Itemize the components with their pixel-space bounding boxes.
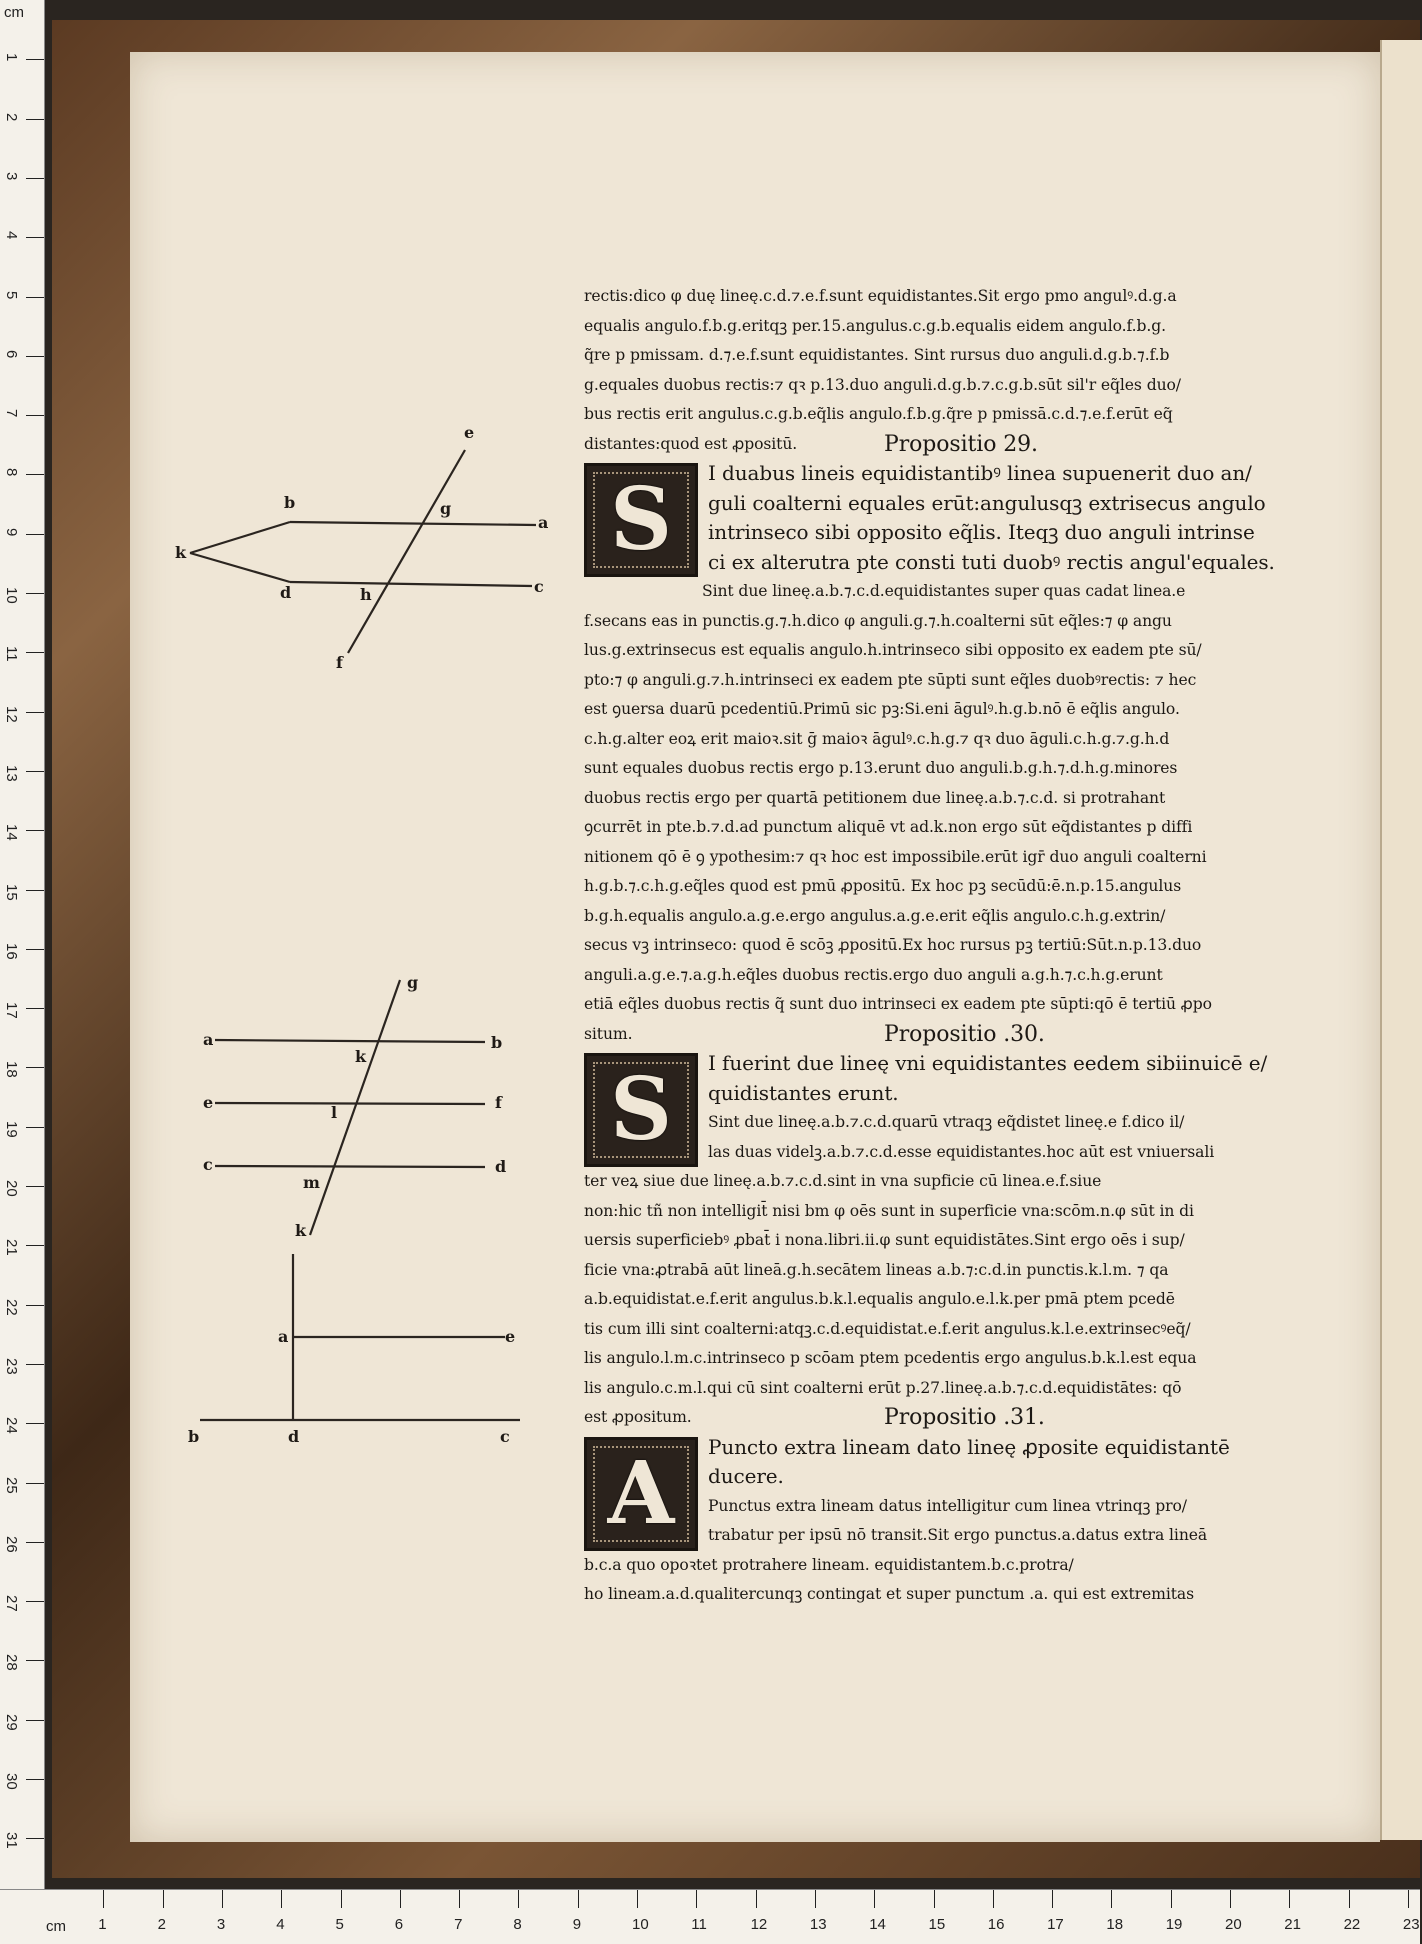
fig3-label-b: b bbox=[188, 1427, 200, 1446]
ruler-tick-label: 30 bbox=[3, 1773, 20, 1790]
ruler-tick-label: 25 bbox=[3, 1476, 20, 1494]
fig1-label-a: a bbox=[538, 513, 549, 532]
text-line: trabatur per ipsū nō transit.Sit ergo punctus.a.datus extra lineā bbox=[708, 1526, 1208, 1544]
ruler-tick-label: 10 bbox=[3, 587, 20, 604]
proposition-30-heading: Propositio .30. bbox=[884, 1021, 1045, 1047]
proposition-31-heading: Propositio .31. bbox=[884, 1405, 1045, 1430]
figure-prop29 bbox=[160, 423, 560, 680]
ruler-tick-label: 2 bbox=[157, 1916, 166, 1933]
ruler-tick-label: 1 bbox=[3, 53, 20, 62]
ruler-tick-label: 24 bbox=[3, 1417, 20, 1434]
text-line: anguli.a.g.e.⁊.a.g.h.eq̃les duobus rectis.ergo duo anguli a.g.h.⁊.c.h.g.erunt bbox=[584, 965, 1163, 984]
ruler-tick-label: 13 bbox=[3, 764, 20, 782]
ruler-tick-label: 15 bbox=[3, 883, 20, 901]
fig1-label-c: c bbox=[534, 577, 544, 596]
fig3-label-c: c bbox=[500, 1427, 510, 1446]
fig1-label-h: h bbox=[360, 585, 372, 604]
ruler-tick-label: 9 bbox=[3, 527, 20, 537]
text-line: est ꝯuersa duarū pcedentiū.Primū sic pꝫ:Si.eni āgulꝰ.h.g.b.nō ē eq̃lis angulo. bbox=[584, 700, 1180, 718]
text-line-wrap bbox=[584, 430, 1304, 460]
ruler-tick-label: 19 bbox=[3, 1120, 20, 1138]
ruler-tick-label: 23 bbox=[3, 1357, 20, 1375]
ruler-tick-label: 12 bbox=[750, 1916, 768, 1933]
fig2-label-k: k bbox=[355, 1047, 367, 1066]
ruler-tick-label: 19 bbox=[1165, 1916, 1183, 1933]
text-line: rectis:dico φ duę lineę.c.d.⁊.e.f.sunt equidistantes.Sit ergo pmo angulꝰ.d.g.a bbox=[584, 287, 1177, 305]
text-line: b.g.h.equalis angulo.a.g.e.ergo angulus.a.g.e.erit eq̃lis angulo.c.h.g.extrin/ bbox=[584, 906, 1166, 925]
fig1-label-b: b bbox=[284, 493, 296, 512]
ruler-tick-label: 8 bbox=[3, 468, 20, 477]
proposition-31 bbox=[584, 1433, 1304, 1610]
enunciation-line: ci ex alterutra pte consti tuti duobꝰ rectis angul'equales. bbox=[708, 549, 1275, 574]
ruler-tick-label: 14 bbox=[869, 1916, 886, 1933]
figure-prop30 bbox=[195, 970, 525, 1250]
horizontal-ruler bbox=[0, 1889, 1420, 1944]
initial-letter: S bbox=[609, 469, 672, 571]
proposition-29 bbox=[584, 459, 1304, 1049]
ruler-tick-label: 4 bbox=[3, 231, 20, 240]
text-line: sunt equales duobus rectis ergo p.13.erunt duo anguli.b.g.h.⁊.d.h.g.minores bbox=[584, 759, 1178, 777]
ruler-tick-label: 11 bbox=[3, 646, 20, 662]
text-line: lis angulo.l.m.c.intrinseco p scōam ptem pcedentis ergo angulus.b.k.l.est equa bbox=[584, 1349, 1197, 1367]
fig2-label-d: d bbox=[495, 1157, 507, 1176]
text-line: f.secans eas in punctis.g.⁊.h.dico φ anguli.g.⁊.h.coalterni sūt eq̃les:⁊ φ angu bbox=[584, 611, 1172, 630]
ruler-tick-label: 22 bbox=[1343, 1916, 1361, 1933]
fig1-label-g: g bbox=[440, 499, 452, 518]
figure-prop31 bbox=[180, 1250, 530, 1450]
ruler-tick-label: 4 bbox=[276, 1916, 285, 1933]
text-line: lus.g.extrinsecus est equalis angulo.h.intrinseco sibi opposito ex eadem pte sū/ bbox=[584, 641, 1202, 659]
decorated-initial bbox=[584, 1437, 698, 1551]
text-line: nitionem qō ē ꝯ ypothesim:⁊ qꝛ hoc est impossibile.erūt igr̄ duo anguli coalterni bbox=[584, 847, 1207, 866]
ruler-tick-label: 21 bbox=[3, 1239, 20, 1256]
ruler-tick-label: 27 bbox=[3, 1595, 20, 1612]
text-line: tis cum illi sint coalterni:atqꝫ.c.d.equidistat.e.f.erit angulus.k.l.e.extrinsecꝰeq̃/ bbox=[584, 1319, 1191, 1338]
fig1-label-e: e bbox=[464, 423, 475, 442]
ruler-tick-label: 21 bbox=[1284, 1916, 1301, 1933]
text-line: etiā eq̃les duobus rectis q̃ sunt duo intrinseci ex eadem pte sūpti:qō ē tertiū ꝓpo bbox=[584, 995, 1212, 1013]
ruler-tick-label: 6 bbox=[394, 1916, 404, 1933]
text-line: g.equales duobus rectis:⁊ qꝛ p.13.duo anguli.d.g.b.⁊.c.g.b.sūt sil'r eq̃les duo/ bbox=[584, 375, 1181, 394]
enunciation-line: I fuerint due lineę vni equidistantes eedem sibiinuicē e/ bbox=[708, 1051, 1268, 1075]
ruler-tick-label: 26 bbox=[3, 1535, 20, 1553]
text-line: ficie vna:ꝓtrabā aūt lineā.g.h.secātem lineas a.b.⁊:c.d.in punctis.k.l.m. ⁊ qa bbox=[584, 1260, 1169, 1279]
enunciation-line: quidistantes erunt. bbox=[708, 1080, 899, 1105]
ruler-tick-label: 22 bbox=[3, 1298, 20, 1316]
ruler-tick-label: 1 bbox=[98, 1916, 107, 1933]
block1 bbox=[584, 282, 1304, 459]
text-line: bus rectis erit angulus.c.g.b.eq̃lis angulo.f.b.g.q̃re p pmissā.c.d.⁊.e.f.erūt eq̃ bbox=[584, 405, 1173, 423]
text-line: duobus rectis ergo per quartā petitionem due lineę.a.b.⁊.c.d. si protrahant bbox=[584, 788, 1166, 807]
ruler-tick-label: 12 bbox=[3, 705, 20, 723]
decorated-initial bbox=[584, 1053, 698, 1167]
vertical-ruler bbox=[0, 0, 45, 1890]
ruler-tick-label: 6 bbox=[3, 349, 20, 359]
fig3-label-a: a bbox=[278, 1327, 289, 1346]
text-line: q̃re p pmissam. d.⁊.e.f.sunt equidistantes. Sint rursus duo anguli.d.g.b.⁊.f.b bbox=[584, 346, 1170, 364]
text-line: uersis superficiebꝰ ꝓbat̄ i nona.libri.ii.φ sunt equidistātes.Sint ergo oēs i sup/ bbox=[584, 1231, 1185, 1249]
text-line: Sint due lineę.a.b.⁊.c.d.quarū vtraqꝫ eq̃distet lineę.e f.dico il/ bbox=[708, 1113, 1185, 1131]
ruler-tick-label: 14 bbox=[3, 824, 20, 841]
text-line: ꝯcurrēt in pte.b.⁊.d.ad punctum aliquē vt ad.k.non ergo sūt eq̃distantes p diffi bbox=[584, 818, 1193, 836]
text-line: a.b.equidistat.e.f.erit angulus.b.k.l.equalis angulo.e.l.k.per pmā ptem pcedē bbox=[584, 1290, 1175, 1308]
text-line: secus vꝫ intrinseco: quod ē scōꝫ ꝓpositū.Ex hoc rursus pꝫ tertiū:Sūt.n.p.13.duo bbox=[584, 936, 1202, 954]
ruler-tick-label: 10 bbox=[632, 1916, 649, 1933]
ruler-tick-label: 8 bbox=[513, 1916, 522, 1933]
fig3-label-d: d bbox=[288, 1427, 300, 1446]
fig2-label-k2: k bbox=[295, 1221, 307, 1240]
decorated-initial bbox=[584, 463, 698, 577]
fig2-label-g: g bbox=[407, 973, 419, 992]
proposition-29-heading: Propositio 29. bbox=[884, 431, 1038, 457]
fig2-label-m: m bbox=[303, 1173, 320, 1192]
enunciation-line: ducere. bbox=[708, 1464, 784, 1488]
ruler-tick-label: 20 bbox=[1225, 1916, 1242, 1933]
ruler-tick-label: 3 bbox=[3, 171, 20, 181]
fig3-label-e: e bbox=[505, 1327, 516, 1346]
ruler-tick-label: 3 bbox=[216, 1916, 226, 1933]
text-line: Punctus extra lineam datus intelligitur cum linea vtrinqꝫ pro/ bbox=[708, 1496, 1187, 1515]
ruler-tick-label: 17 bbox=[3, 1002, 20, 1019]
ruler-tick-label: 23 bbox=[1402, 1916, 1420, 1933]
text-line: ter veꝝ siue due lineę.a.b.⁊.c.d.sint in vna supficie cū linea.e.f.siue bbox=[584, 1172, 1102, 1190]
ruler-tick-label: 15 bbox=[928, 1916, 946, 1933]
enunciation-line: I duabus lineis equidistantibꝰ linea supuenerit duo an/ bbox=[708, 461, 1252, 485]
text-line: lis angulo.c.m.l.qui cū sint coalterni erūt p.27.lineę.a.b.⁊.c.d.equidistātes: qō bbox=[584, 1378, 1182, 1397]
fig2-label-b: b bbox=[491, 1033, 503, 1052]
text-line-wrap bbox=[584, 1020, 1304, 1050]
ruler-tick-label: 18 bbox=[1106, 1916, 1124, 1933]
fig2-label-e: e bbox=[203, 1093, 214, 1112]
text-line: distantes:quod est ꝓpositū. bbox=[584, 434, 798, 453]
text-line: las duas videlꝫ.a.b.⁊.c.d.esse equidistantes.hoc aūt est vniuersali bbox=[708, 1142, 1215, 1161]
enunciation-line: guli coalterni equales erūt:angulusqꝫ extrisecus angulo bbox=[708, 490, 1266, 515]
ruler-tick-label: 18 bbox=[3, 1061, 20, 1079]
enunciation-line: Puncto extra lineam dato lineę ꝓposite equidistantē bbox=[708, 1434, 1230, 1459]
ruler-tick-label: 7 bbox=[454, 1916, 463, 1933]
ruler-tick-label: 7 bbox=[3, 409, 20, 418]
ruler-tick-label: 20 bbox=[3, 1180, 20, 1197]
ruler-tick-label: 11 bbox=[691, 1916, 707, 1933]
text-line: h.g.b.⁊.c.h.g.eq̃les quod est pmū ꝓpositū. Ex hoc pꝫ secūdū:ē.n.p.15.angulus bbox=[584, 877, 1182, 895]
text-line: situm. bbox=[584, 1024, 633, 1043]
initial-letter: S bbox=[609, 1059, 672, 1161]
proposition-30 bbox=[584, 1049, 1304, 1433]
enunciation-line: intrinseco sibi opposito eq̃lis. Iteqꝫ duo anguli intrinse bbox=[708, 520, 1255, 544]
ruler-tick-label: 28 bbox=[3, 1654, 20, 1672]
ruler-tick-label: 5 bbox=[335, 1916, 344, 1933]
fig2-label-c: c bbox=[203, 1155, 213, 1174]
text-line: c.h.g.alter eoꝝ erit maioꝛ.sit ḡ maioꝛ āgulꝰ.c.h.g.⁊ qꝛ duo āguli.c.h.g.⁊.g.h.d bbox=[584, 729, 1170, 748]
ruler-tick-label: 13 bbox=[809, 1916, 827, 1933]
text-line: non:hic tñ non intelligit̄ nisi bm φ oēs sunt in superficie vna:scōm.n.φ sūt in di bbox=[584, 1201, 1194, 1220]
ruler-tick-label: 16 bbox=[3, 942, 20, 960]
fig2-label-l: l bbox=[331, 1103, 338, 1122]
ruler-tick-label: 5 bbox=[3, 290, 20, 299]
fig1-label-f: f bbox=[336, 653, 343, 672]
text-line-wrap bbox=[584, 1403, 1304, 1433]
facing-page-edge bbox=[1380, 40, 1422, 1840]
initial-letter: A bbox=[607, 1442, 675, 1544]
fig2-label-a: a bbox=[203, 1030, 214, 1049]
ruler-tick-label: 16 bbox=[987, 1916, 1005, 1933]
ruler-unit-label: cm bbox=[4, 4, 24, 21]
ruler-tick-label: 9 bbox=[572, 1916, 582, 1933]
text-line: Sint due lineę.a.b.⁊.c.d.equidistantes super quas cadat linea.e bbox=[702, 582, 1186, 600]
text-line: pto:⁊ φ anguli.g.⁊.h.intrinseci ex eadem pte sūpti sunt eq̃les duobꝰrectis: ⁊ hec bbox=[584, 670, 1197, 689]
ruler-unit-label: cm bbox=[46, 1918, 66, 1935]
text-line: b.c.a quo opoꝛtet protrahere lineam. equidistantem.b.c.protra/ bbox=[584, 1555, 1074, 1574]
fig1-label-d: d bbox=[280, 583, 292, 602]
fig2-label-f: f bbox=[495, 1093, 502, 1112]
page-text bbox=[584, 282, 1304, 1610]
ruler-tick-label: 17 bbox=[1047, 1916, 1064, 1933]
text-line: ho lineam.a.d.qualitercunqꝫ contingat et super punctum .a. qui est extremitas bbox=[584, 1585, 1194, 1603]
text-line: est ꝓpositum. bbox=[584, 1408, 692, 1426]
ruler-tick-label: 2 bbox=[3, 112, 20, 121]
fig1-label-k: k bbox=[175, 543, 187, 562]
ruler-tick-label: 31 bbox=[3, 1832, 20, 1849]
ruler-tick-label: 29 bbox=[3, 1713, 20, 1731]
text-line: equalis angulo.f.b.g.eritqꝫ per.15.angulus.c.g.b.equalis eidem angulo.f.b.g. bbox=[584, 316, 1166, 335]
